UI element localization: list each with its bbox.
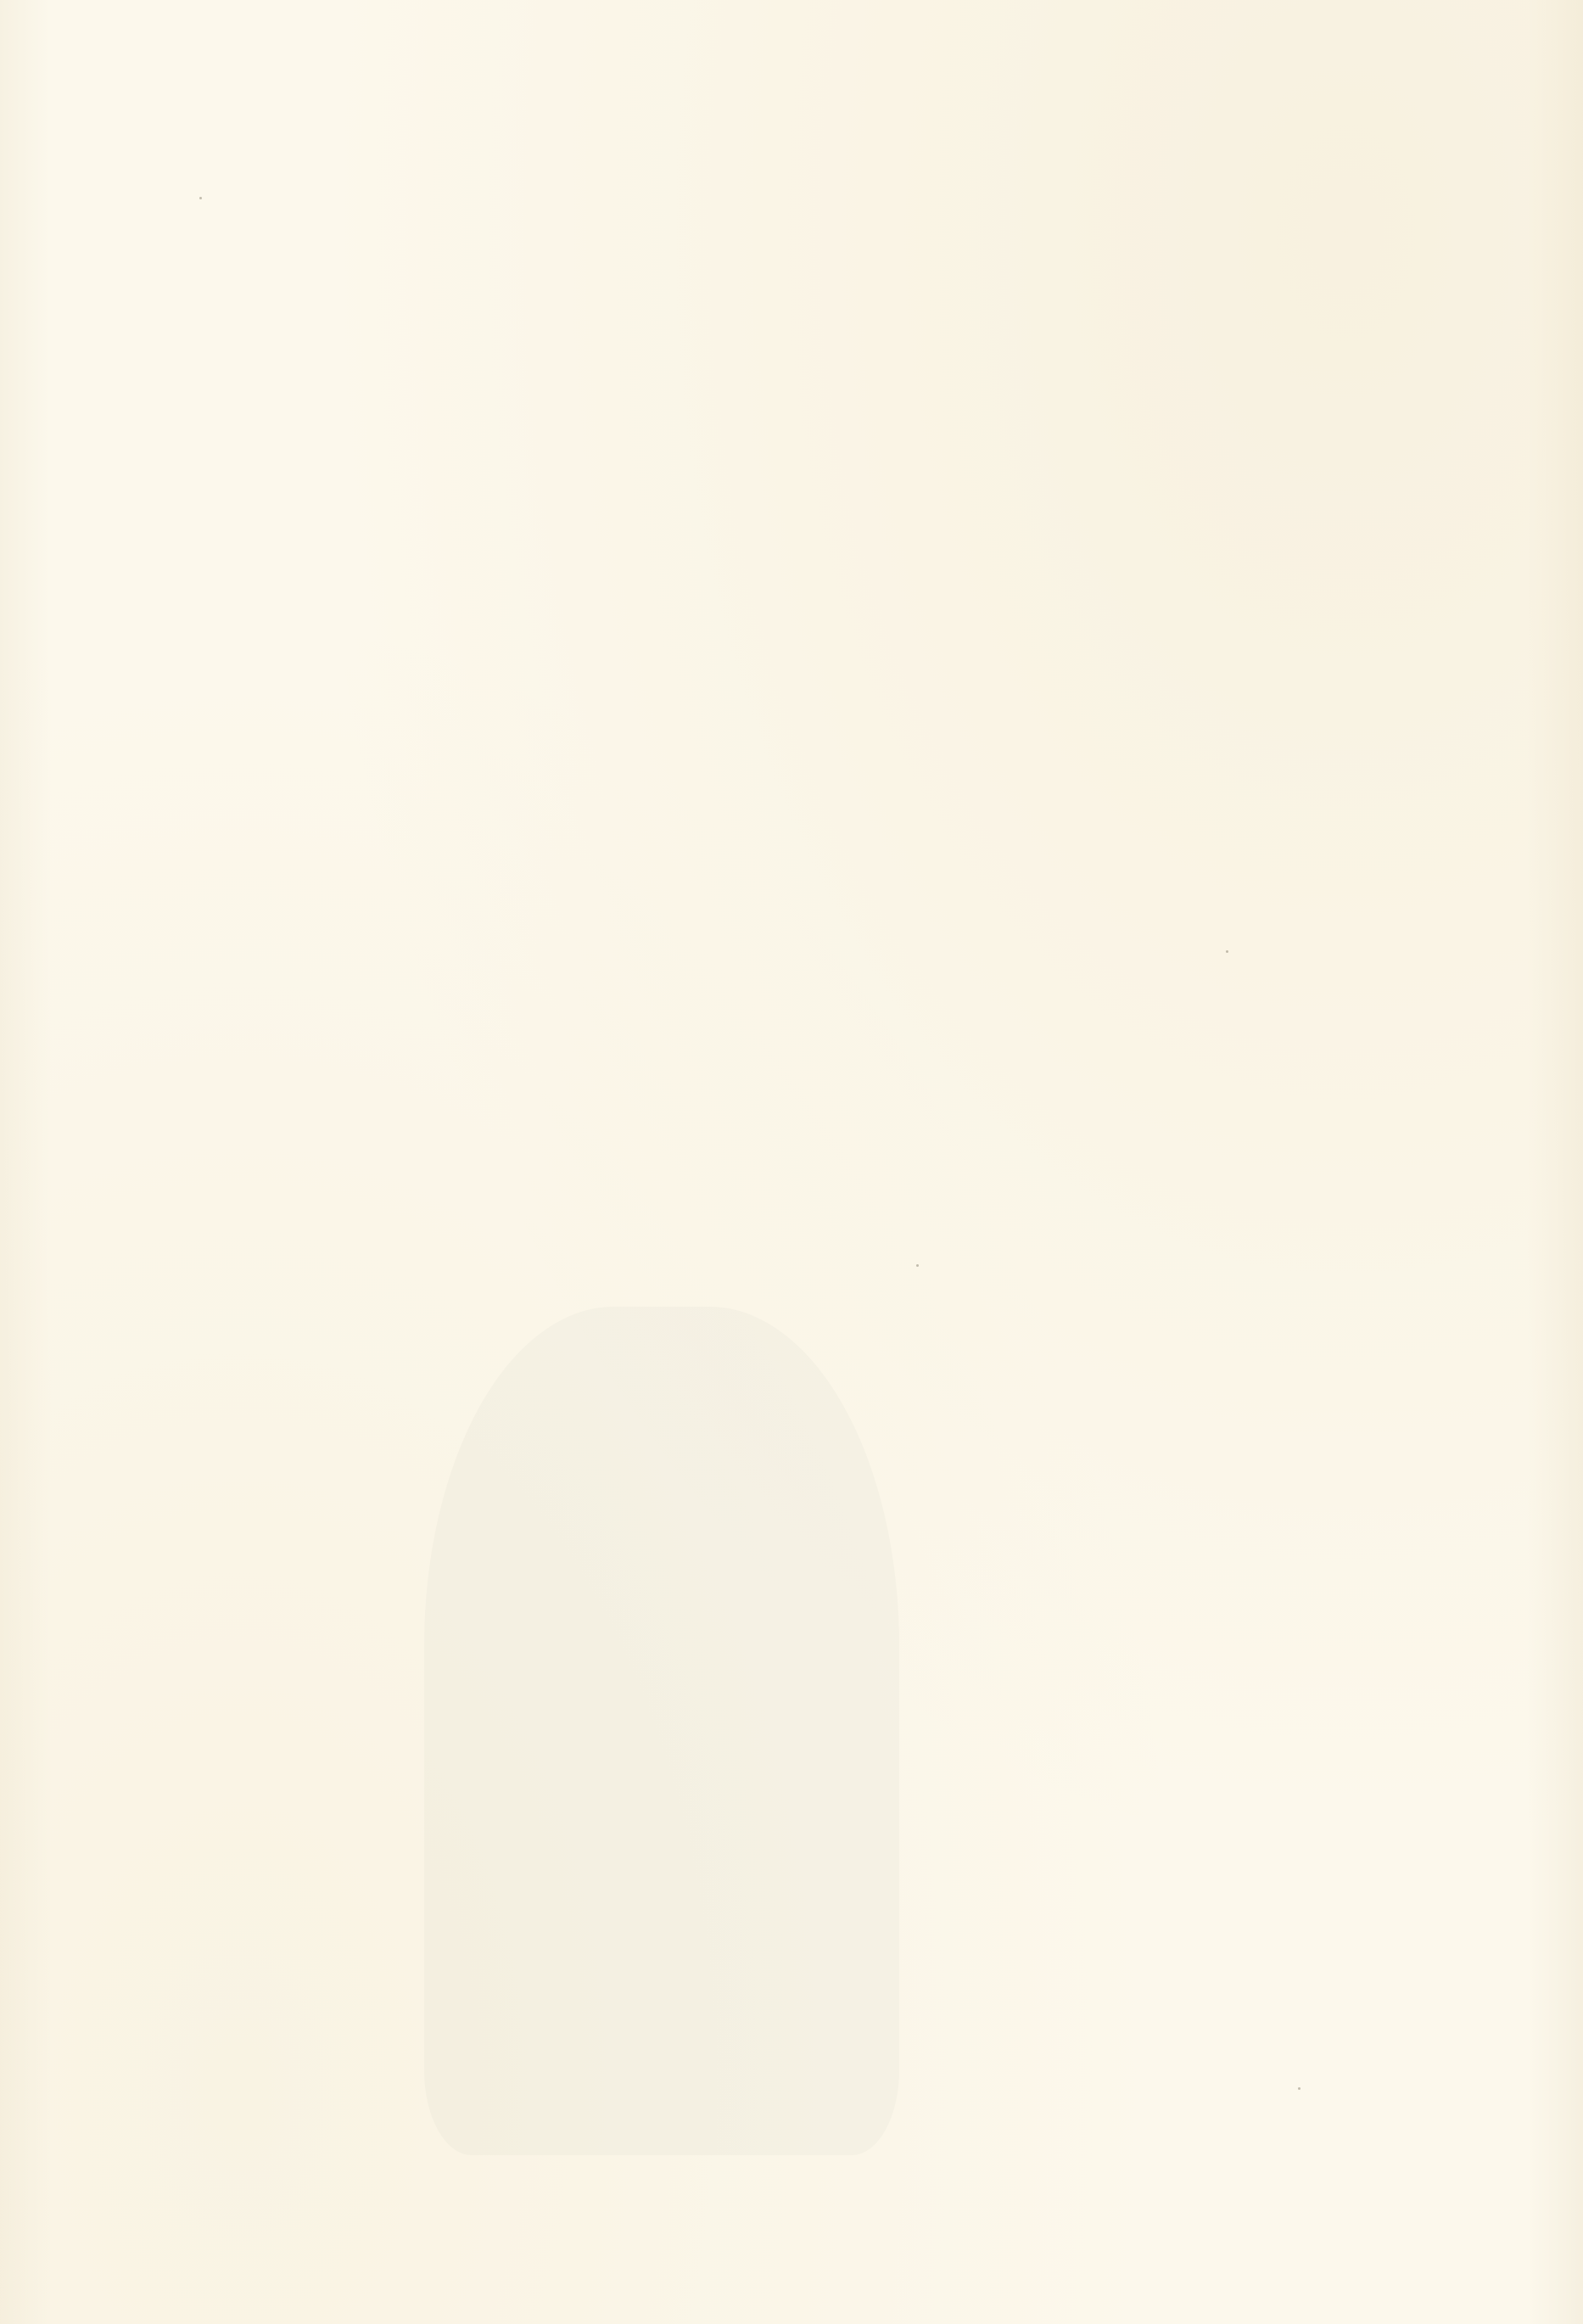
paper-speck bbox=[1226, 950, 1228, 953]
paper-speck bbox=[199, 197, 202, 199]
bleed-through-figure bbox=[424, 1307, 899, 2155]
paper-speck bbox=[916, 1264, 919, 1267]
paper-speck bbox=[1298, 2087, 1301, 2090]
